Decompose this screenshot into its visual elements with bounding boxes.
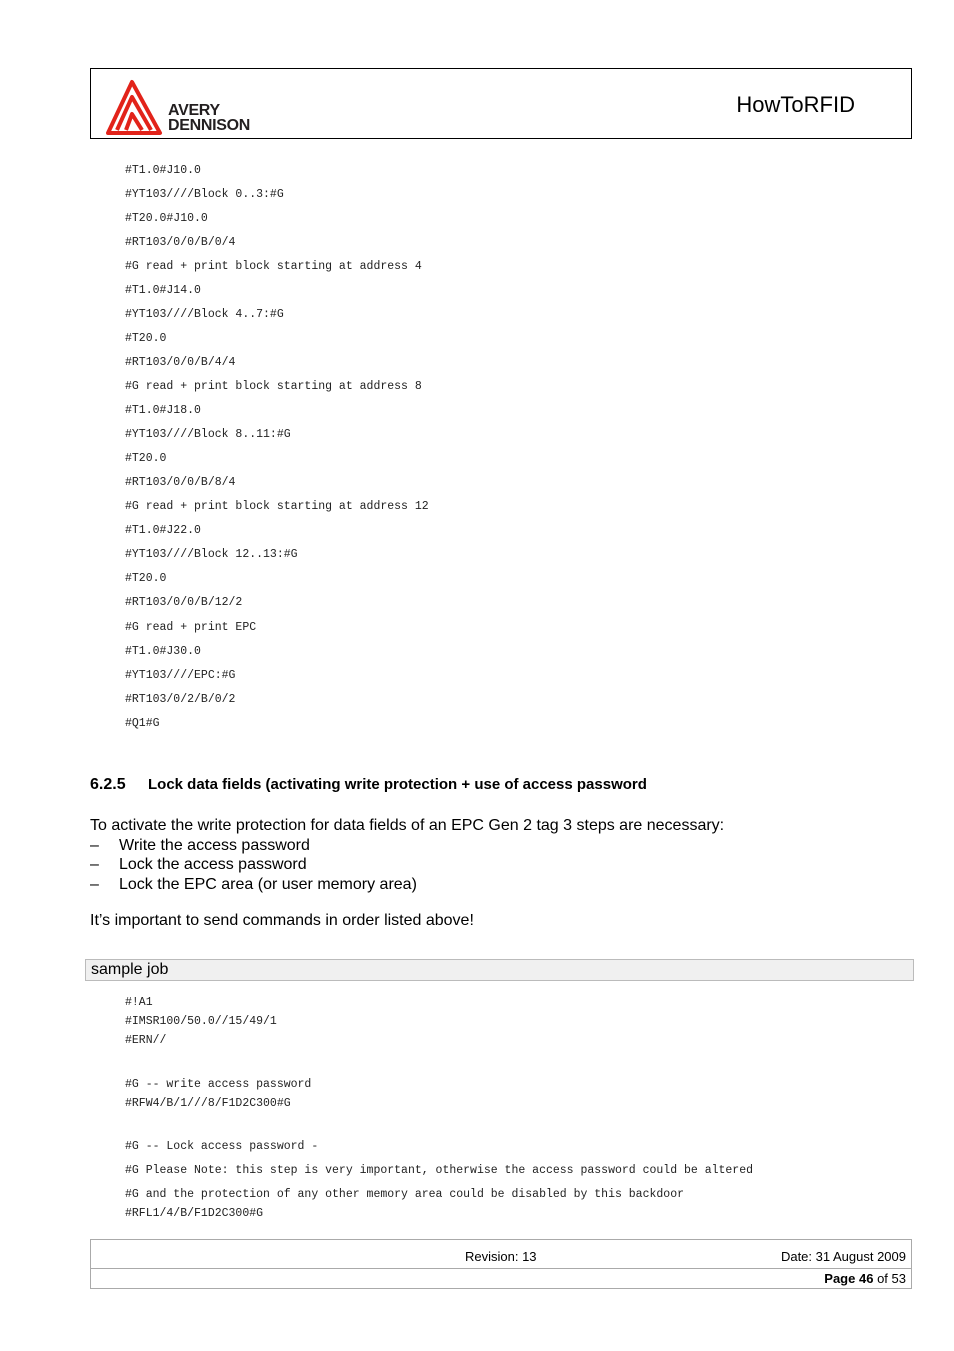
- list-marker: –: [90, 856, 99, 873]
- section-number: 6.2.5: [90, 776, 126, 793]
- list-item-text: Write the access password: [119, 837, 310, 854]
- code-line: #YT103////Block 12..13:#G: [125, 548, 298, 561]
- code-line: #RFL1/4/B/F1D2C300#G: [125, 1207, 264, 1220]
- code-line: #T20.0: [125, 332, 167, 345]
- code-line: #G -- Lock access password -: [125, 1140, 319, 1153]
- logo-line-2: DENNISON: [168, 117, 251, 134]
- page-label: Page: [824, 1271, 856, 1286]
- list-item-text: Lock the access password: [119, 856, 307, 873]
- page-footer: [90, 1239, 912, 1289]
- date-text: Date: 31 August 2009: [780, 1249, 906, 1264]
- code-line: #RT103/0/0/B/0/4: [125, 236, 236, 249]
- document-title: HowToRFID: [736, 92, 855, 117]
- code-line: #RT103/0/0/B/8/4: [125, 476, 236, 489]
- list-marker: –: [90, 837, 99, 854]
- code-line: #YT103////Block 4..7:#G: [125, 308, 284, 321]
- code-line: #T20.0: [125, 572, 167, 585]
- code-line: #T1.0#J30.0: [125, 645, 201, 658]
- code-line: #T1.0#J18.0: [125, 404, 201, 417]
- code-line: #RT103/0/0/B/12/2: [125, 596, 243, 609]
- list-item-text: Lock the EPC area (or user memory area): [119, 876, 417, 893]
- code-line: #YT103////EPC:#G: [125, 669, 236, 682]
- section-heading: [90, 776, 647, 794]
- code-line: #T1.0#J10.0: [125, 164, 201, 177]
- code-line: #RT103/0/2/B/0/2: [125, 693, 236, 706]
- page-current: 46: [858, 1271, 874, 1286]
- list-item: [90, 876, 417, 894]
- code-line: #G read + print EPC: [125, 621, 257, 634]
- code-line: #ERN//: [125, 1034, 167, 1047]
- code-line: #Q1#G: [125, 717, 160, 730]
- code-line: #T1.0#J22.0: [125, 524, 201, 537]
- code-line: #IMSR100/50.0//15/49/1: [125, 1015, 277, 1028]
- code-line: #T20.0#J10.0: [125, 212, 208, 225]
- code-line: #RT103/0/0/B/4/4: [125, 356, 236, 369]
- code-line: #G read + print block starting at address 8: [125, 380, 422, 393]
- code-line: #!A1: [125, 996, 153, 1009]
- code-line: #G read + print block starting at address 4: [125, 260, 422, 273]
- code-line: #G -- write access password: [125, 1078, 312, 1091]
- logo-line-1: AVERY: [168, 102, 220, 119]
- page-number: [824, 1271, 906, 1286]
- page-total: of 53: [877, 1271, 906, 1286]
- code-line: #RFW4/B/1///8/F1D2C300#G: [125, 1097, 291, 1110]
- code-line: #T1.0#J14.0: [125, 284, 201, 297]
- code-line: #T20.0: [125, 452, 167, 465]
- list-item: [90, 837, 310, 855]
- code-line: #YT103////Block 8..11:#G: [125, 428, 291, 441]
- list-item: [90, 856, 307, 874]
- intro-paragraph: To activate the write protection for data fields of an EPC Gen 2 tag 3 steps are necessary:: [90, 817, 725, 834]
- note-paragraph: It’s important to send commands in order listed above!: [90, 912, 474, 929]
- revision-text: Revision: 13: [465, 1249, 537, 1264]
- code-line: #G read + print block starting at address 12: [125, 500, 429, 513]
- list-marker: –: [90, 876, 99, 893]
- logo-wordmark: [168, 103, 250, 133]
- code-line: #G and the protection of any other memory area could be disabled by this backdoor: [125, 1188, 684, 1201]
- code-line: #G Please Note: this step is very important, otherwise the access password could be altered: [125, 1164, 754, 1177]
- section-title: Lock data fields (activating write protection + use of access password: [148, 776, 647, 793]
- sample-job-label: sample job: [85, 959, 914, 981]
- code-line: #YT103////Block 0..3:#G: [125, 188, 284, 201]
